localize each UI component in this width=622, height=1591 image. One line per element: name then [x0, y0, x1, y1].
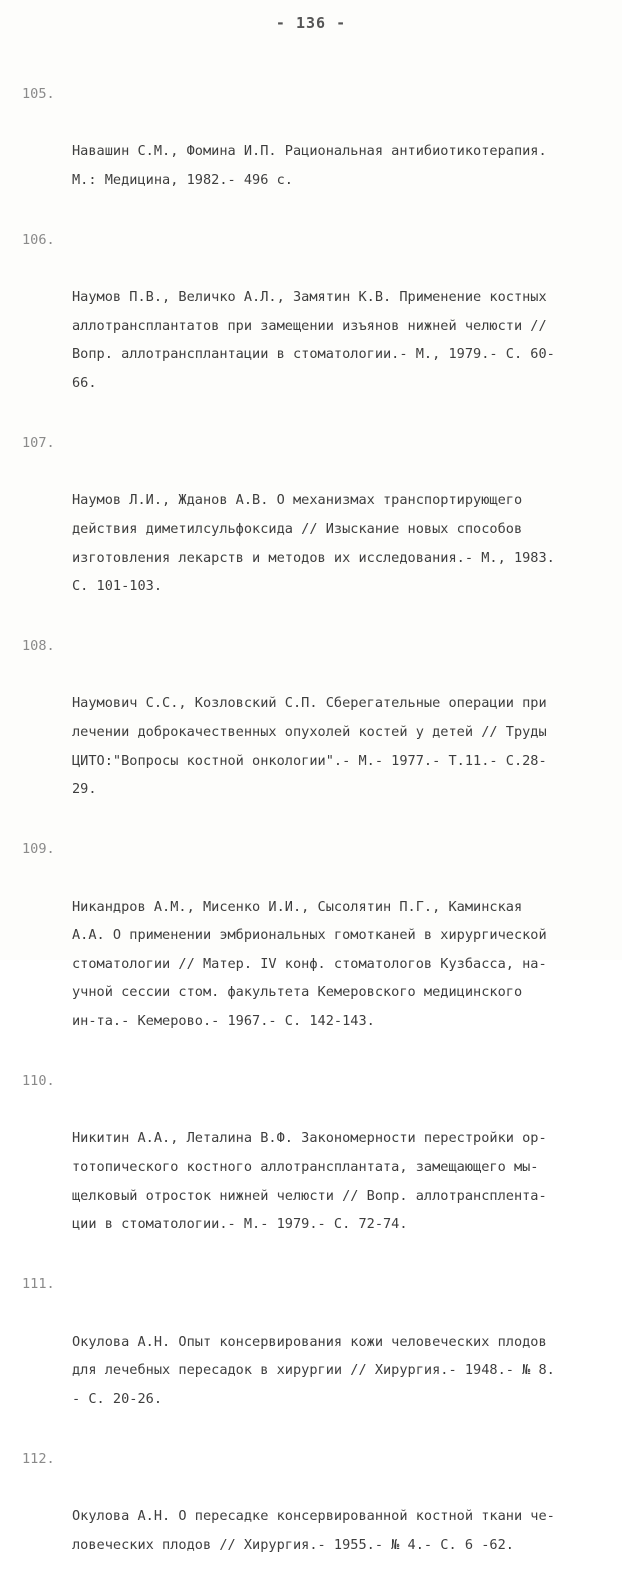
- reference-text: Наумович С.С., Козловский С.П. Сберегательные операции при лечении доброкачественных опухолей костей у детей // Труды ЦИТО:"Вопросы костной онкологии".- М.- 1977.- Т.11.- С.28- 29.: [72, 695, 547, 798]
- reference-number: 112.: [22, 1450, 55, 1467]
- reference-item: [22, 80, 600, 223]
- reference-item: [22, 1067, 600, 1267]
- reference-number: 106.: [22, 231, 55, 248]
- reference-number: 107.: [22, 435, 55, 452]
- reference-list: [22, 80, 600, 1591]
- reference-number: 105.: [22, 86, 55, 102]
- reference-item: [22, 632, 600, 832]
- reference-number: 111.: [22, 1276, 55, 1293]
- reference-number: 108.: [22, 638, 55, 655]
- reference-item: [22, 1445, 600, 1588]
- reference-text: Навашин С.М., Фомина И.П. Рациональная антибиотикотерапия. М.: Медицина, 1982.- 496 с.: [72, 143, 547, 188]
- reference-text: Окулова А.Н. О пересадке консервированной костной ткани че- ловеческих плодов // Хирургия.- 1955.- № 4.- С. 6 -62.: [72, 1508, 555, 1553]
- reference-text: Наумов П.В., Величко А.Л., Замятин К.В. Применение костных аллотрансплантатов при замещении изъянов нижней челюсти // Вопр. аллотрансплантации в стоматологии.- М., 1979.- С. 60- 66.: [72, 289, 555, 391]
- reference-item: [22, 835, 600, 1064]
- page-number: - 136 -: [275, 14, 347, 32]
- reference-text: Никандров А.М., Мисенко И.И., Сысолятин П.Г., Каминская А.А. О применении эмбриональных гомотканей в хирургической стоматологии // Матер. IV конф. стоматологов Кузбасса, на- учной сессии стом. факультета Кемеровского медицинского ин-та.- Кемерово.- 1967.- С. 142-143.: [72, 898, 547, 1029]
- reference-text: Наумов Л.И., Жданов А.В. О механизмах транспортирующего действия диметилсульфоксида // Изыскание новых способов изготовления лекарств и методов их исследования.- М., 1983. С. 101-103.: [72, 492, 555, 595]
- reference-item: [22, 226, 600, 426]
- reference-number: 109.: [22, 841, 55, 858]
- reference-text: Никитин А.А., Леталина В.Ф. Закономерности перестройки ор- тотопического костного аллотрансплантата, замещающего мы- щелковый отросток нижней челюсти // Вопр. аллотрансплента- ции в стоматологии.- М.- 1979.- С. 72-74.: [72, 1130, 547, 1233]
- reference-item: [22, 429, 600, 629]
- reference-number: 110.: [22, 1073, 55, 1090]
- reference-item: [22, 1270, 600, 1442]
- reference-text: Окулова А.Н. Опыт консервирования кожи человеческих плодов для лечебных пересадок в хирургии // Хирургия.- 1948.- № 8. - С. 20-26.: [72, 1333, 555, 1407]
